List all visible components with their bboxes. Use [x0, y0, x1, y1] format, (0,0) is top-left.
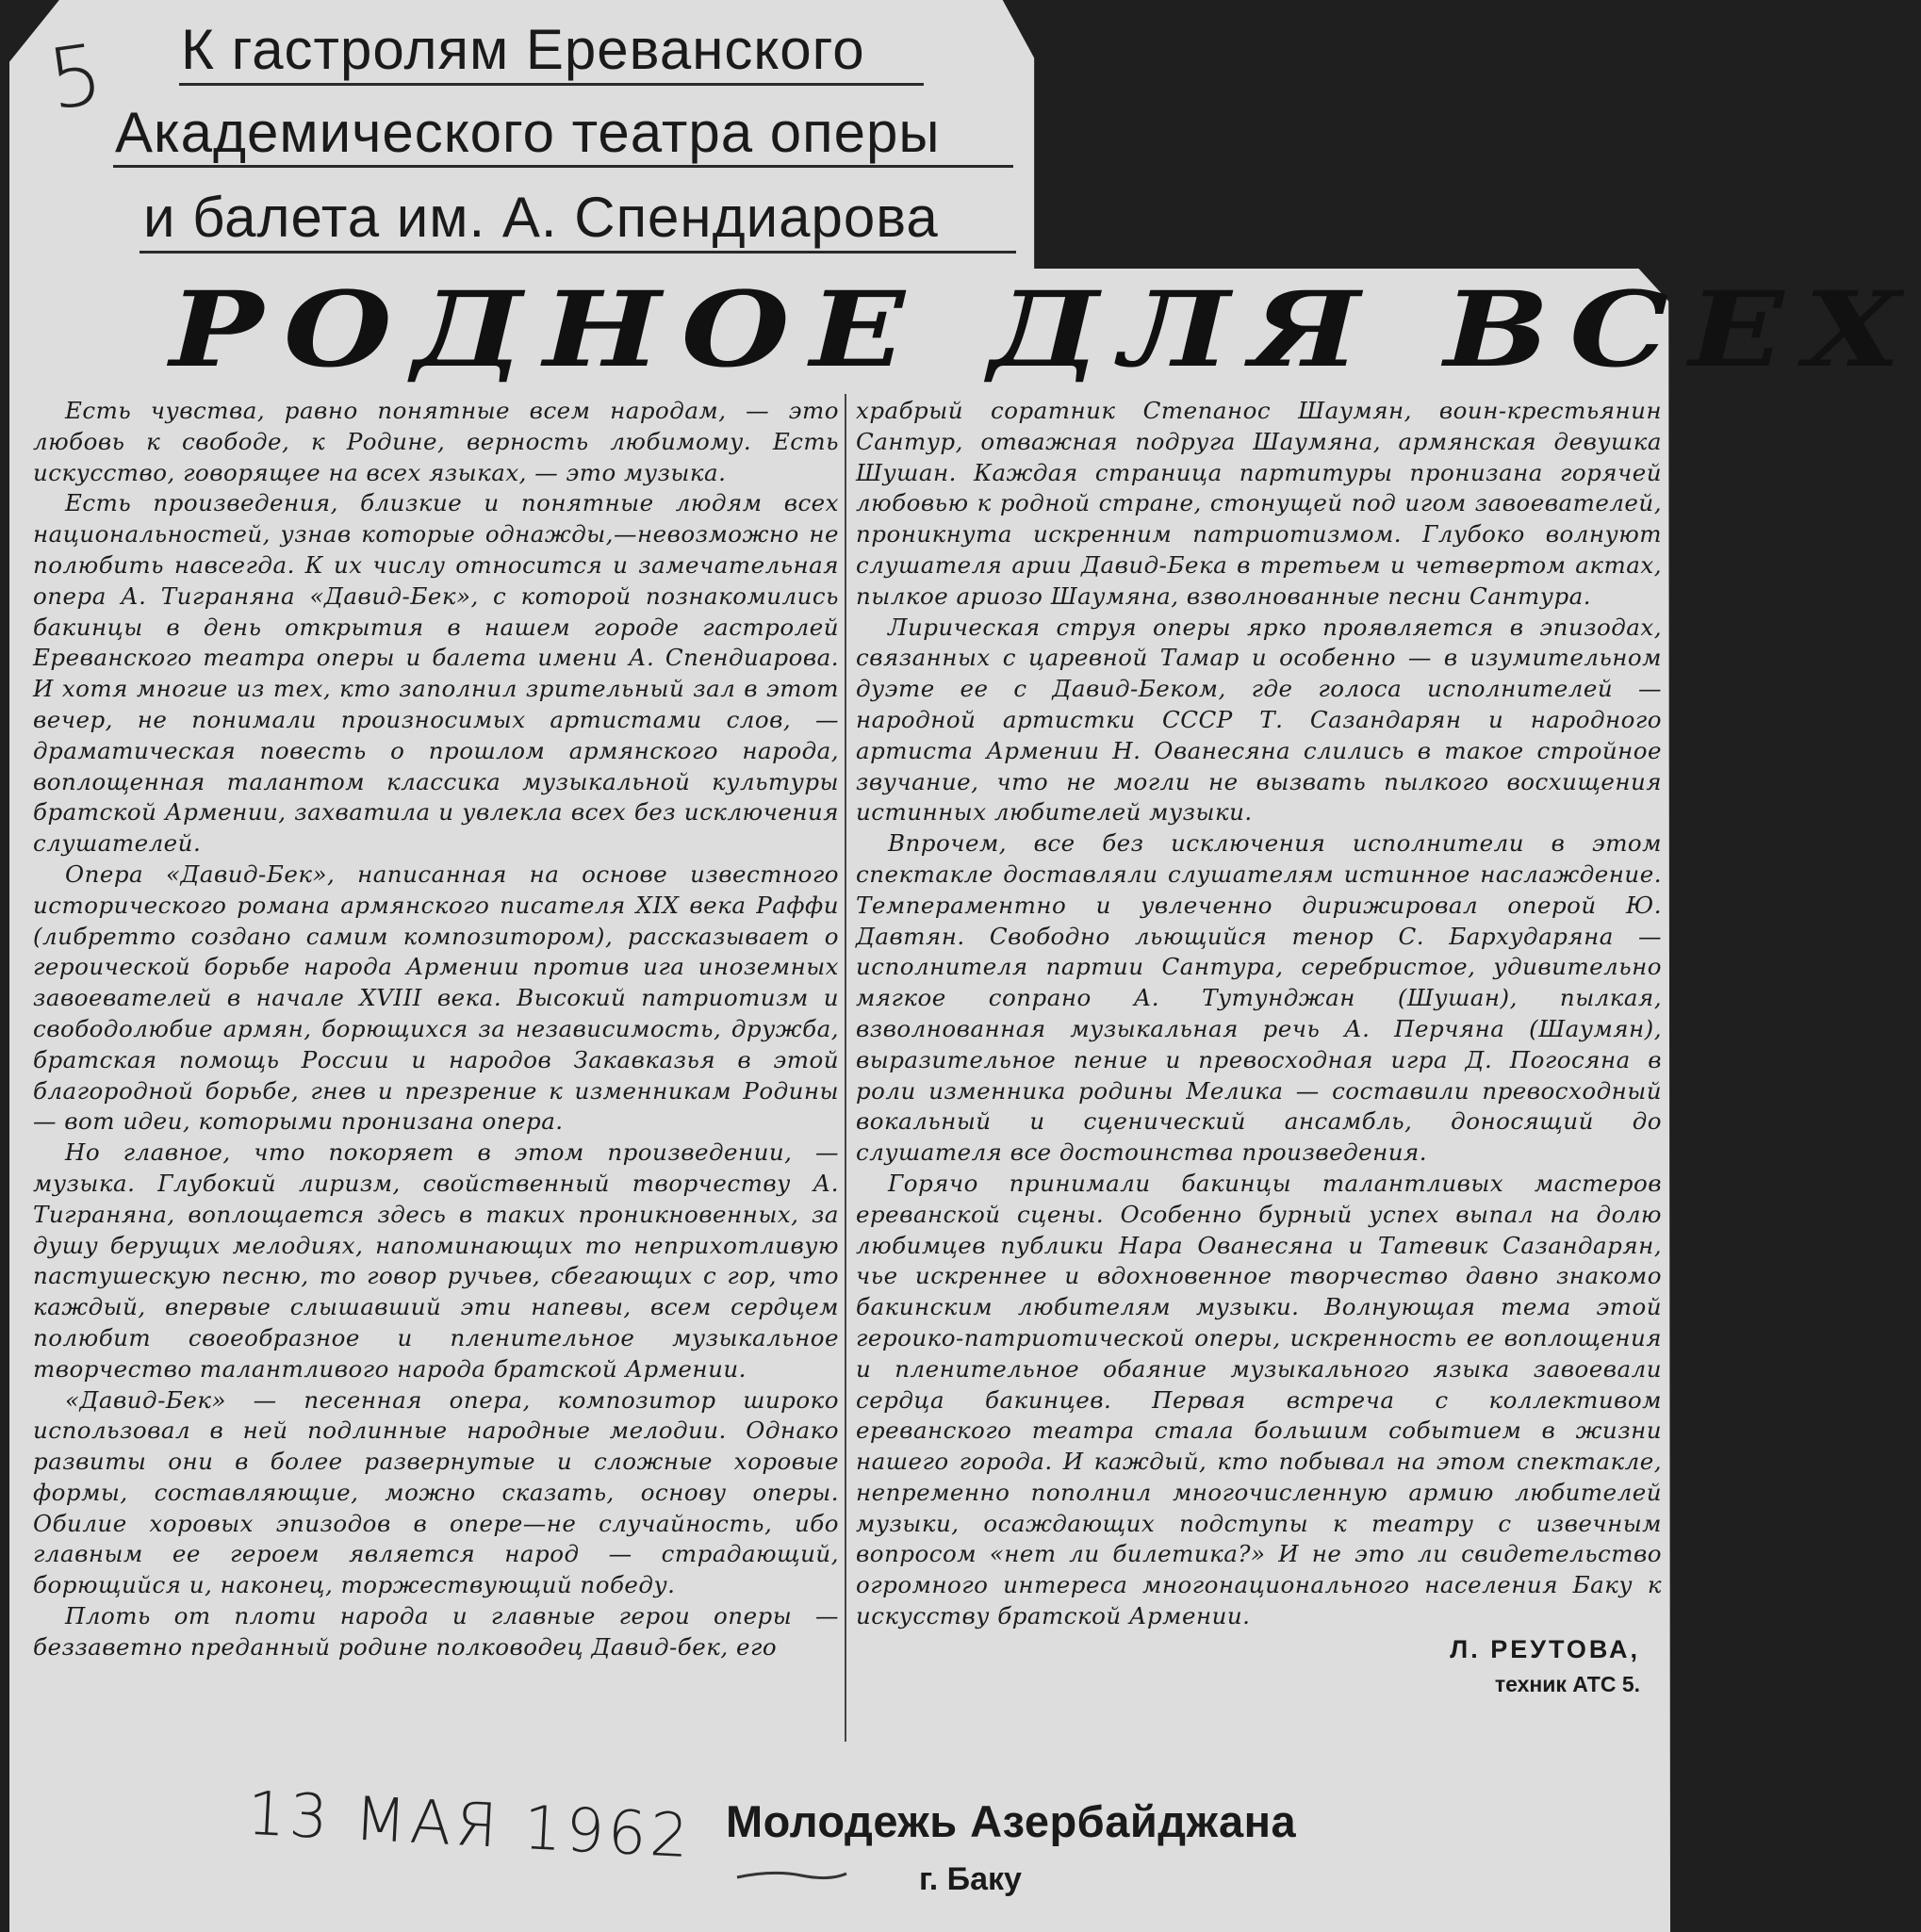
- kicker-rule-3: [140, 251, 1016, 254]
- paragraph: «Давид-Бек» — песенная опера, композитор широко использовал в ней подлинные народные мелодии. Однако развиты они в более развернутые и сложные хоровые формы, составляющие, можно сказать, основу оперы. Обилие хоровых эпизодов в опере—не случайность, ибо главным ее героем является народ — страдающий, борющийся и, наконец, торжествующий победу.: [33, 1385, 839, 1599]
- kicker-line-3: и балета им. А. Спендиарова: [143, 186, 939, 249]
- source-city-stamp: г. Баку: [919, 1861, 1022, 1897]
- handwritten-date: 13 МАЯ 1962: [245, 1778, 695, 1873]
- kicker-rule-2: [113, 165, 1013, 168]
- pen-stroke-mark: [735, 1866, 848, 1885]
- paragraph: Есть произведения, близкие и понятные людям всех национальностей, узнав которые однажды,—невозможно не полюбить навсегда. К их числу относится и замечательная опера А. Тиграняна «Давид-Бек», с которой познакомились бакинцы в день открытия в нашем городе гастролей Ереванского театра оперы и балета имени А. Спендиарова. И хотя многие из тех, кто заполнил зрительный зал в этот вечер, не понимали произносимых артистами слов, — драматическая повесть о прошлом армянского народа, воплощенная талантом классика музыкальной культуры братской Армении, захватила и увлекла всех без исключения слушателей.: [33, 489, 839, 858]
- source-newspaper-stamp: Молодежь Азербайджана: [726, 1796, 1297, 1846]
- author-role: техник АТС 5.: [1494, 1672, 1640, 1696]
- kicker-rule-1: [179, 83, 924, 86]
- kicker-line-1: К гастролям Ереванского: [181, 18, 865, 81]
- paragraph: храбрый соратник Степанос Шаумян, воин-крестьянин Сантур, отважная подруга Шаумяна, армянская девушка Шушан. Каждая страница партитуры пронизана горячей любовью к родной стране, стонущей под игом завоевателей, проникнута искренним патриотизмом. Глубоко волнуют слушателя арии Давид-Бека в третьем и четвертом актах, пылкое ариозо Шаумяна, взволнованные песни Сантура.: [856, 397, 1662, 610]
- author-name: Л. РЕУТОВА,: [1450, 1635, 1640, 1663]
- paragraph: Но главное, что покоряет в этом произведении, — музыка. Глубокий лиризм, свойственный творчеству А. Тиграняна, воплощается здесь в таких проникновенных, за душу берущих мелодиях, напоминающих то неприхотливую пастушескую песню, то говор ручьев, сбегающих с гор, что каждый, впервые слышавший эти напевы, всем сердцем полюбит своеобразное и пленительное музыкальное творчество талантливого народа братской Армении.: [33, 1138, 839, 1383]
- paragraph: Впрочем, все без исключения исполнители в этом спектакле доставляли слушателям истинное наслаждение. Темпераментно и увлеченно дирижировал оперой Ю. Давтян. Свободно льющийся тенор С. Бархударяна — исполнителя партии Сантура, серебристое, удивительно мягкое сопрано А. Тутунджан (Шушан), пылкая, взволнованная музыкальная речь А. Перчяна (Шаумян), выразительное пение и превосходная игра Д. Погосяна в роли изменника родины Мелика — составили превосходный вокальный и сценический ансамбль, доносящий до слушателя все достоинства произведения.: [856, 829, 1662, 1167]
- article-column-right: [856, 396, 1662, 1632]
- author-signature: [1376, 1635, 1640, 1697]
- paragraph: Горячо принимали бакинцы талантливых мастеров ереванской сцены. Особенно бурный успех выпал на долю любимцев публики Нара Ованесяна и Татевик Сазандарян, чье искреннее и вдохновенное творчество давно знакомо бакинским любителям музыки. Волнующая тема этой героико-патриотической оперы, искренность ее воплощения и пленительное обаяние музыкального языка завоевали сердца бакинцев. Первая встреча с коллективом ереванского театра стала большим событием в жизни нашего города. И каждый, кто побывал на этом спектакле, непременно пополнил многочисленную армию любителей музыки, осаждающих подступы к театру с извечным вопросом «нет ли билетика?» И не это ли свидетельство огромного интереса многонационального населения Баку к искусству братской Армении.: [856, 1169, 1662, 1630]
- paragraph: Есть чувства, равно понятные всем народам, — это любовь к свободе, к Родине, верность любимому. Есть искусство, говорящее на всех языках, — это музыка.: [33, 397, 839, 486]
- article-column-left: [33, 396, 839, 1663]
- headline: РОДНОЕ ДЛЯ ВСЕХ: [170, 269, 1921, 390]
- column-divider: [845, 394, 846, 1742]
- paragraph: Опера «Давид-Бек», написанная на основе известного исторического романа армянского писателя XIX века Раффи (либретто создано самим композитором), рассказывает о героической борьбе народа Армении против ига иноземных завоевателей в начале XVIII века. Высокий патриотизм и свободолюбие армян, борющихся за независимость, дружба, братская помощь России и народов Закавказья в этой благородной борьбе, гнев и презрение к изменникам Родины — вот идеи, которыми пронизана опера.: [33, 860, 839, 1136]
- paragraph: Плоть от плоти народа и главные герои оперы — беззаветно преданный родине полководец Давид-бек, его: [33, 1602, 839, 1661]
- paragraph: Лирическая струя оперы ярко проявляется в эпизодах, связанных с царевной Тамар и особенно — в изумительном дуэте ее с Давид-Беком, где голоса исполнителей — народной артистки СССР Т. Сазандарян и народного артиста Армении Н. Ованесяна слились в такое стройное звучание, что не могли не вызвать пылкого восхищения истинных любителей музыки.: [856, 613, 1662, 827]
- margin-note: 5: [42, 25, 108, 129]
- kicker-line-2: Академического театра оперы: [115, 101, 941, 164]
